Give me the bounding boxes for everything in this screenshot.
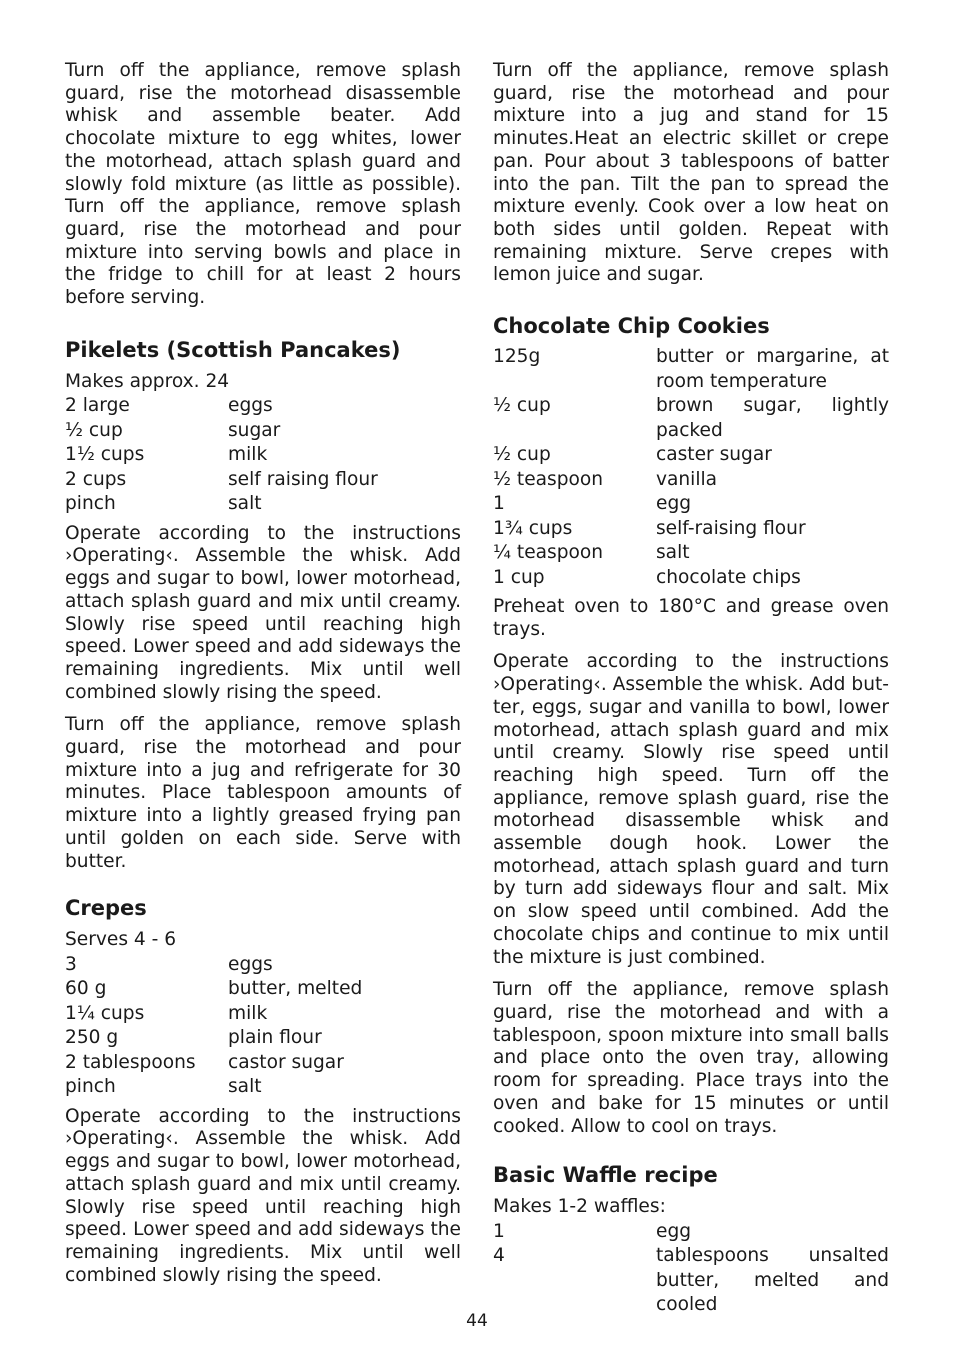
ingredient-item: plain flour	[228, 1027, 322, 1049]
ingredient-qty: 2 cups	[65, 468, 127, 490]
ingredient-item: salt	[228, 1076, 262, 1098]
ingredient-row	[65, 1026, 461, 1051]
ingredient-qty: ½ teaspoon	[493, 468, 604, 490]
waffle-heading: Basic Waffle recipe	[493, 1163, 718, 1188]
ingredient-row	[493, 468, 889, 493]
waffle-yield: Makes 1-2 waffles:	[493, 1196, 666, 1218]
ingredient-item: brown sugar, lightly packed	[656, 395, 889, 441]
crepes-heading: Crepes	[65, 896, 147, 921]
ingredient-row	[493, 1244, 889, 1318]
ingredient-row	[493, 541, 889, 566]
ingredient-row	[65, 953, 461, 978]
ingredient-item: self raising flour	[228, 468, 378, 490]
ingredient-qty: ½ cup	[65, 419, 123, 441]
ingredient-qty: 2 tablespoons	[65, 1051, 196, 1073]
ingredient-item: vanilla	[656, 468, 718, 490]
ingredient-qty: 1¾ cups	[493, 517, 573, 539]
ingredient-item: castor sugar	[228, 1051, 344, 1073]
ingredient-qty: ¼ teaspoon	[493, 542, 604, 564]
ingredient-qty: 1½ cups	[65, 444, 145, 466]
ingredient-row	[65, 394, 461, 419]
intro-paragraph: Turn off the appliance, remove splash guard, rise the motorhead disassemble whisk and assemble beater. Add chocolate mixture to egg whites, lower the motorhead, attach splash guard and slowly fold mixture (as little as possible). Turn off the appliance, remove splash guard, rise the motorhead and pour mixture into serving bowls and place in the fridge to chill for at least 2 hours before serving.	[65, 60, 461, 309]
ingredient-qty: 1 cup	[493, 566, 545, 588]
pikelets-ingredient-list	[65, 394, 461, 517]
ingredient-qty: ½ cup	[493, 395, 551, 417]
cookies-method-2: Turn off the appliance, remove splash guard, rise the motorhead and with a tablespoon, spoon mixture into small balls and place onto the oven tray, allowing room for spreading. Place trays into the oven and bake for 15 minutes or until cooked. Allow to cool on trays.	[493, 979, 889, 1137]
pikelets-yield: Makes approx. 24	[65, 370, 230, 392]
ingredient-qty: 1¼ cups	[65, 1002, 145, 1024]
ingredient-qty: ½ cup	[493, 444, 551, 466]
crepes-method-2: Turn off the appliance, remove splash guard, rise the motorhead and pour mixture into a jug and stand for 15 minutes.Heat an electric skillet or crepe pan. Pour about 3 tablespoons of batter into the pan. Tilt the pan to spread the mixture evenly. Cook over a low heat on both sides until golden. Repeat with remaining mixture. Serve crepes with lemon juice and sugar.	[493, 60, 889, 286]
ingredient-row	[65, 1075, 461, 1100]
ingredient-qty: 250 g	[65, 1027, 119, 1049]
crepes-yield: Serves 4 - 6	[65, 929, 177, 951]
ingredient-qty: 2 large	[65, 395, 130, 417]
ingredient-qty: 1	[493, 493, 505, 515]
ingredient-item: milk	[228, 444, 268, 466]
cookies-preheat: Preheat oven to 180°C and grease oven trays.	[493, 596, 889, 640]
ingredient-row	[65, 419, 461, 444]
ingredient-item: tablespoons unsalted butter, melted and cooled	[656, 1245, 889, 1316]
ingredient-item: egg	[656, 493, 692, 515]
ingredient-row	[493, 492, 889, 517]
ingredient-qty: 1	[493, 1220, 505, 1242]
cookies-heading: Chocolate Chip Cookies	[493, 314, 770, 339]
pikelets-method-1: Operate according to the instructions ›Operating‹. Assemble the whisk. Add eggs and sugar to bowl, lower motorhead, attach splash guard and mix until creamy. Slowly rise speed until reaching high speed. Lower speed and add sideways the remaining ingredients. Mix until well combined slowly rising the speed.	[65, 522, 461, 703]
pikelets-method-2: Turn off the appliance, remove splash guard, rise the motorhead and pour mixture into a jug and refrigerate for 30 minutes. Place tablespoon amounts of mixture into a lightly greased frying pan until golden on each side. Serve with butter.	[65, 714, 461, 872]
right-column	[493, 60, 889, 1324]
cookies-method-1: Operate according to the instructions ›Operating‹. Assemble the whisk. Add butter, eggs, sugar and vanilla to bowl, lower motorhead, attach splash guard and mix until creamy. Slowly rise speed until reaching high speed. Turn off the appliance, remove splash guard, rise the motorhead disassemble whisk and assemble dough hook. Lower the motorhead, attach splash guard and turn by turn add sideways flour and salt. Mix on slow speed until combined. Add the chocolate chips and continue to mix until the mixture is just combined.	[493, 651, 889, 968]
ingredient-row	[65, 443, 461, 468]
ingredient-row	[493, 517, 889, 542]
ingredient-item: eggs	[228, 395, 273, 417]
ingredient-item: salt	[228, 493, 262, 515]
ingredient-qty: 3	[65, 953, 77, 975]
ingredient-qty: pinch	[65, 493, 116, 515]
ingredient-item: caster sugar	[656, 444, 772, 466]
ingredient-item: chocolate chips	[656, 566, 801, 588]
ingredient-item: eggs	[228, 953, 273, 975]
left-column	[65, 60, 461, 1297]
crepes-method-1: Operate according to the instructions ›Operating‹. Assemble the whisk. Add eggs and sugar to bowl, lower motorhead, attach splash guard and mix until creamy. Slowly rise speed until reaching high speed. Lower speed and add sideways the remaining ingredients. Mix until well combined slowly rising the speed.	[65, 1105, 461, 1286]
ingredient-row	[493, 1220, 889, 1245]
ingredient-qty: pinch	[65, 1076, 116, 1098]
ingredient-item: butter, melted	[228, 978, 363, 1000]
pikelets-heading: Pikelets (Scottish Pancakes)	[65, 337, 401, 362]
ingredient-row	[493, 394, 889, 443]
ingredient-item: milk	[228, 1002, 268, 1024]
ingredient-item: self-raising flour	[656, 517, 806, 539]
ingredient-row	[65, 1051, 461, 1076]
ingredient-row	[65, 977, 461, 1002]
ingredient-row	[493, 566, 889, 591]
ingredient-item: salt	[656, 542, 690, 564]
crepes-ingredient-list	[65, 953, 461, 1100]
ingredient-row	[493, 443, 889, 468]
ingredient-row	[65, 468, 461, 493]
ingredient-row	[65, 492, 461, 517]
ingredient-item: egg	[656, 1220, 692, 1242]
ingredient-row	[65, 1002, 461, 1027]
ingredient-item: butter or margarine, at room temperature	[656, 346, 889, 392]
waffle-ingredient-list	[493, 1220, 889, 1318]
cookies-ingredient-list	[493, 345, 889, 590]
ingredient-qty: 4	[493, 1245, 505, 1267]
ingredient-qty: 125g	[493, 346, 541, 368]
page-number: 44	[466, 1311, 488, 1331]
ingredient-item: sugar	[228, 419, 281, 441]
ingredient-qty: 60 g	[65, 978, 107, 1000]
ingredient-row	[493, 345, 889, 394]
